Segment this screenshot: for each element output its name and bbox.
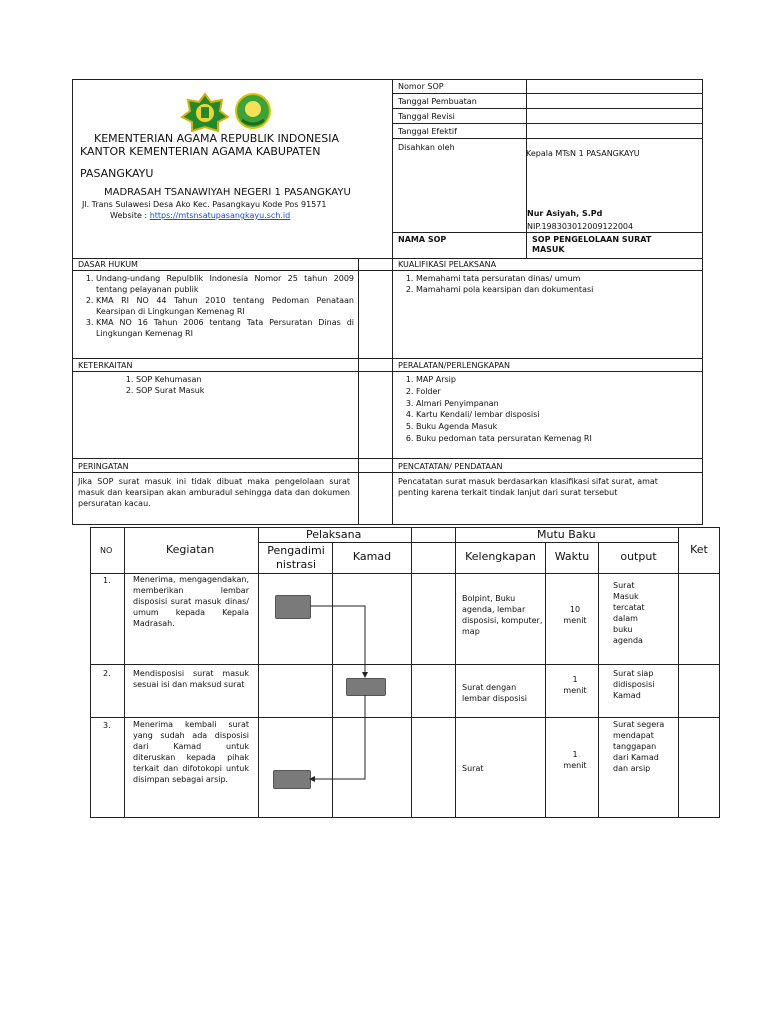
row2-kelengkapan: Surat dengan lembar disposisi xyxy=(462,683,527,703)
nama-sop-value: SOP PENGELOLAAN SURAT MASUK xyxy=(532,235,652,254)
list-item: 4. Kartu Kendali/ lembar disposisi xyxy=(416,409,706,421)
row3-waktu: 1 menit xyxy=(563,750,587,770)
peralatan-list xyxy=(398,374,706,445)
list-item: 2. SOP Surat Masuk xyxy=(136,385,336,396)
school-name: MADRASAH TSANAWIYAH NEGERI 1 PASANGKAYU xyxy=(104,187,351,198)
row1-waktu: 10 menit xyxy=(563,605,587,625)
row2-output: Surat siap didisposisi Kamad xyxy=(613,669,655,700)
approver-nip: NIP.198303012009122004 xyxy=(527,222,634,231)
header-ket: Ket xyxy=(690,543,708,556)
list-item: 5. Buku Agenda Masuk xyxy=(416,421,706,433)
approver-title: Kepala MTsN 1 PASANGKAYU xyxy=(526,149,640,158)
dasar-hukum-title: DASAR HUKUM xyxy=(78,260,138,269)
header-pengadministrasi: Pengadimi nistrasi xyxy=(267,544,325,571)
madrasah-logo xyxy=(234,92,272,130)
header-mutu-baku: Mutu Baku xyxy=(537,528,596,541)
tanggal-efektif-label: Tanggal Efektif xyxy=(398,127,457,136)
header-kelengkapan: Kelengkapan xyxy=(465,550,536,563)
row2-no: 2. xyxy=(103,669,111,678)
website-label: Website : xyxy=(110,211,148,220)
list-item: 3. Almari Penyimpanan xyxy=(416,398,706,410)
tanggal-pembuatan-label: Tanggal Pembuatan xyxy=(398,97,477,106)
row3-kegiatan: Menerima kembali surat yang sudah ada disposisi dari Kamad untuk diteruskan kepada pihak terkait dan difotokopi untuk disimpan sebagai arsip. xyxy=(133,720,249,784)
row1-output: Surat Masuk tercatat dalam buku agenda xyxy=(613,581,645,645)
header-no: NO xyxy=(100,546,113,555)
flow-connectors xyxy=(258,573,411,817)
row3-kelengkapan: Surat xyxy=(462,764,484,773)
website-link[interactable]: https://mtsnsatupasangkayu.sch.id xyxy=(149,211,291,220)
list-item: 1. SOP Kehumasan xyxy=(136,374,336,385)
row3-no: 3. xyxy=(103,721,111,730)
list-item: 3. KMA NO 16 Tahun 2006 tentang Tata Persuratan Dinas di Lingkungan Kemenag RI xyxy=(96,317,354,339)
peringatan-text: Jika SOP surat masuk ini tidak dibuat maka pengelolaan surat masuk dan kearsipan akan amburadul sehingga data dan dokumen persuratan kacau. xyxy=(78,477,350,508)
peralatan-title: PERALATAN/PERLENGKAPAN xyxy=(398,361,510,370)
disahkan-oleh-label: Disahkan oleh xyxy=(398,143,455,152)
keterkaitan-list xyxy=(118,374,336,396)
header-pelaksana: Pelaksana xyxy=(306,528,362,541)
ministry-line1: KEMENTERIAN AGAMA REPUBLIK INDONESIA xyxy=(94,132,339,145)
list-item: 1. MAP Arsip xyxy=(416,374,706,386)
ministry-line2: KANTOR KEMENTERIAN AGAMA KABUPATEN xyxy=(80,145,321,158)
nama-sop-label: NAMA SOP xyxy=(398,235,447,244)
row1-no: 1. xyxy=(103,576,111,585)
row1-kelengkapan: Bolpint, Buku agenda, lembar disposisi, komputer, map xyxy=(462,594,543,636)
ministry-line3: PASANGKAYU xyxy=(80,167,154,180)
pencatatan-text: Pencatatan surat masuk berdasarkan klasifikasi sifat surat, amat penting karena terkait tindak lanjut dari surat tersebut xyxy=(398,477,658,497)
row3-output: Surat segera mendapat tanggapan dari Kamad dan arsip xyxy=(613,720,665,773)
approver-name: Nur Asiyah, S.Pd xyxy=(527,209,603,218)
row2-kegiatan: Mendisposisi surat masuk sesuai isi dan maksud surat xyxy=(133,669,249,689)
dasar-hukum-list xyxy=(78,273,354,339)
list-item: 2. Folder xyxy=(416,386,706,398)
header-kegiatan: Kegiatan xyxy=(166,543,215,556)
school-address: Jl. Trans Sulawesi Desa Ako Kec. Pasangkayu Kode Pos 91571 xyxy=(82,200,327,209)
kualifikasi-list xyxy=(398,273,706,295)
header-kamad: Kamad xyxy=(352,550,392,563)
row1-kegiatan: Menerima, mengagendakan, memberikan lembar disposisi surat masuk dinas/ umum kepada Kepala Madrasah. xyxy=(133,575,249,628)
nomor-sop-label: Nomor SOP xyxy=(398,82,444,91)
keterkaitan-title: KETERKAITAN xyxy=(78,361,133,370)
website-line xyxy=(110,210,290,221)
pencatatan-title: PENCATATAN/ PENDATAAN xyxy=(398,462,503,471)
kualifikasi-title: KUALIFIKASI PELAKSANA xyxy=(398,260,497,269)
list-item: 2. Mamahami pola kearsipan dan dokumentasi xyxy=(416,284,706,295)
tanggal-revisi-label: Tanggal Revisi xyxy=(398,112,455,121)
list-item: 2. KMA RI NO 44 Tahun 2010 tentang Pedoman Penataan Kearsipan di Lingkungan Kemenag RI xyxy=(96,295,354,317)
header-output: output xyxy=(620,550,657,563)
row2-waktu: 1 menit xyxy=(563,675,587,695)
list-item: 1. Memahami tata persuratan dinas/ umum xyxy=(416,273,706,284)
kemenag-logo xyxy=(180,92,230,132)
list-item: 6. Buku pedoman tata persuratan Kemenag RI xyxy=(416,433,706,445)
header-waktu: Waktu xyxy=(554,550,590,563)
peringatan-title: PERINGATAN xyxy=(78,462,129,471)
list-item: 1. Undang-undang Repulblik Indonesia Nomor 25 tahun 2009 tentang pelayanan publik xyxy=(96,273,354,295)
